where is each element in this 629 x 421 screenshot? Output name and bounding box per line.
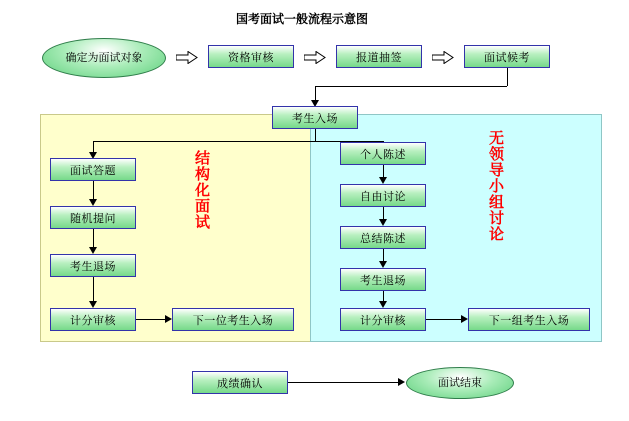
left-step-1[interactable]: 面试答题 (50, 158, 136, 181)
left-arrowhead-3 (89, 301, 97, 308)
step-registration-lottery[interactable]: 报道抽签 (336, 45, 422, 68)
right-step-5[interactable]: 计分审核 (340, 308, 426, 331)
footer-connector (288, 382, 398, 383)
right-panel-title (480, 130, 510, 247)
end-node[interactable]: 面试结束 (406, 367, 514, 399)
right-panel-title-text: 无领导小组讨论 (487, 130, 504, 242)
left-step-2[interactable]: 随机提问 (50, 206, 136, 229)
node-score-confirmation[interactable]: 成绩确认 (192, 371, 288, 394)
right-arrowhead-1 (379, 177, 387, 184)
right-arrowhead-3 (379, 261, 387, 268)
right-step-4[interactable]: 考生退场 (340, 268, 426, 291)
left-panel-title-text: 结构化面试 (193, 150, 210, 230)
connector-waiting-down (507, 68, 508, 86)
right-step-2[interactable]: 自由讨论 (340, 184, 426, 207)
hollow-arrow-icon-2 (304, 51, 326, 64)
hollow-arrow-icon-1 (176, 51, 198, 64)
connector-entry-split (93, 141, 315, 142)
left-connector-3 (93, 277, 94, 302)
right-next-group[interactable]: 下一组考生入场 (468, 308, 590, 331)
left-connector-next (136, 319, 165, 320)
left-arrowhead-next (165, 315, 172, 323)
connector-waiting-left (315, 86, 507, 87)
connector-entry-down (315, 129, 316, 141)
node-candidate-entry[interactable]: 考生入场 (272, 106, 358, 129)
left-arrowhead-2 (89, 247, 97, 254)
start-node[interactable]: 确定为面试对象 (42, 38, 166, 78)
right-step-3[interactable]: 总结陈述 (340, 226, 426, 249)
left-step-3[interactable]: 考生退场 (50, 254, 136, 277)
right-arrowhead-2 (379, 219, 387, 226)
right-connector-next (426, 319, 461, 320)
connector-left-branch (93, 141, 94, 152)
right-step-1[interactable]: 个人陈述 (340, 142, 426, 165)
step-qualification-review[interactable]: 资格审核 (208, 45, 294, 68)
right-arrowhead-next (461, 315, 468, 323)
left-connector-2 (93, 229, 94, 248)
connector-to-entry (315, 86, 316, 100)
page-title: 国考面试一般流程示意图 (236, 12, 369, 26)
footer-arrowhead (398, 378, 405, 386)
hollow-arrow-icon-3 (432, 51, 454, 64)
left-step-4[interactable]: 计分审核 (50, 308, 136, 331)
right-arrowhead-4 (379, 301, 387, 308)
left-next-candidate[interactable]: 下一位考生入场 (172, 308, 294, 331)
step-waiting-for-interview[interactable]: 面试候考 (464, 45, 550, 68)
left-panel-title (186, 150, 216, 235)
left-connector-1 (93, 181, 94, 200)
left-arrowhead-1 (89, 199, 97, 206)
